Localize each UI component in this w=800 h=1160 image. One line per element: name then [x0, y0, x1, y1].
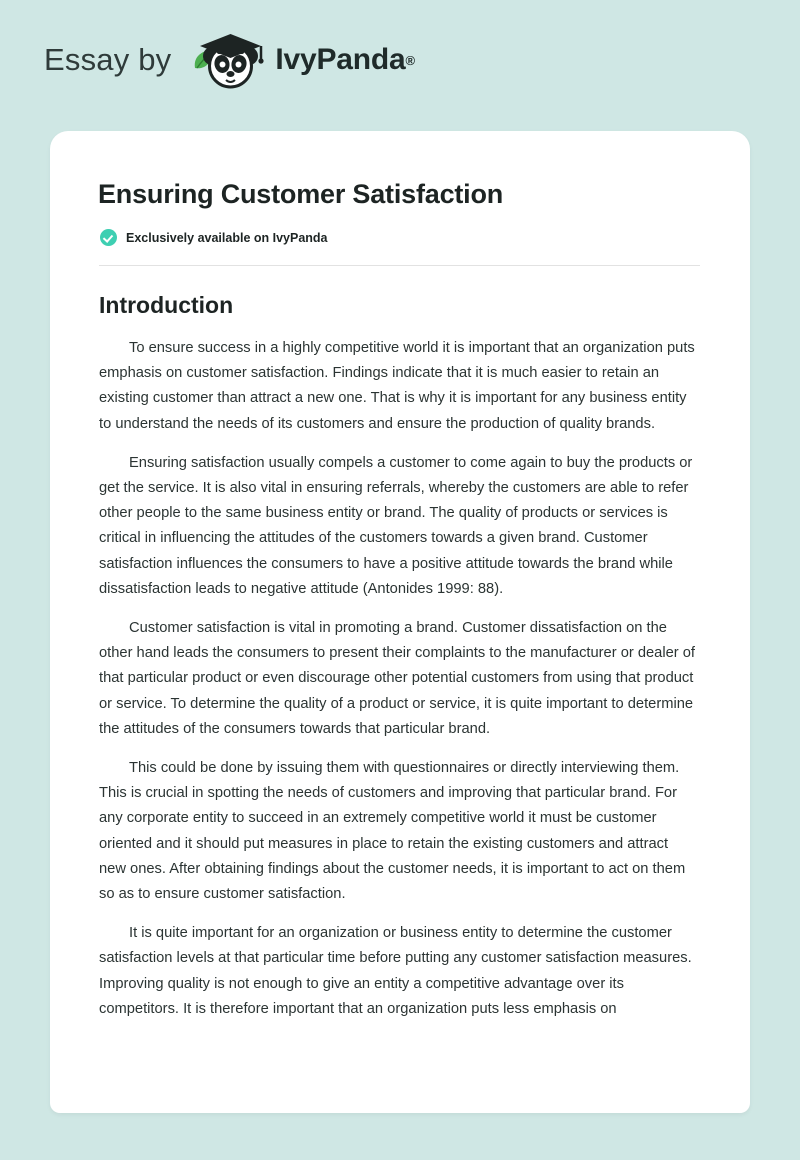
title-divider [99, 265, 700, 266]
document-card [50, 131, 750, 1113]
brand-name: IvyPanda [275, 43, 406, 76]
ivypanda-logo[interactable] [187, 28, 415, 92]
paragraph: This could be done by issuing them with questionnaires or directly interviewing them. This is crucial in spotting the needs of customers and improving that particular brand. For any corporate entity to succeed in an extremely competitive world it must be customer oriented and it should put measures in place to retain the existing customers and attract new ones. After obtaining findings about the customer needs, it is important to act on them so as to ensure customer satisfaction. [99, 760, 686, 903]
paragraph: To ensure success in a highly competitive world it is important that an organization puts emphasis on customer satisfaction. Findings indicate that it is much easier to retain an existing customer than attract a new one. That is why it is important for any business entity to understand the needs of its customers and ensure the production of quality brands. [99, 340, 695, 432]
site-header [0, 0, 800, 86]
header-prefix-text: Essay by [44, 42, 172, 77]
check-circle-icon [100, 229, 117, 246]
paragraph: Ensuring satisfaction usually compels a customer to come again to buy the products or get the service. It is also vital in ensuring referrals, whereby the customers are able to refer other people to the same business entity or brand. The quality of products or services is critical in influencing the attitudes of the customers towards a given brand. Customer satisfaction influences the consumers to have a positive attitude towards the brand while dissatisfaction leads to negative attitude (Antonides 1999: 88). [99, 454, 693, 597]
brand-registered-mark: ® [405, 52, 416, 68]
paragraph: Customer satisfaction is vital in promoting a brand. Customer dissatisfaction on the other hand leads the consumers to present their complaints to the manufacturer or dealer of that particular product or even discourage other potential customers from using that product or service. To determine the quality of a product or service, it is quite important to determine the attitudes of the consumers towards that particular brand. [99, 620, 695, 737]
exclusive-badge [100, 229, 722, 246]
section-heading-introduction: Introduction [99, 292, 234, 318]
panda-graduate-icon [187, 28, 271, 92]
page-title: Ensuring Customer Satisfaction [98, 179, 504, 209]
status-badge: Exclusively available on IvyPanda [126, 230, 328, 245]
paragraph: It is quite important for an organization or business entity to determine the customer satisfaction levels at that particular time before putting any customer satisfaction measures. Improving quality is not enough to give an entity a competitive advantage over its competitors. It is therefore important that an organization puts less emphasis on [99, 925, 692, 1017]
